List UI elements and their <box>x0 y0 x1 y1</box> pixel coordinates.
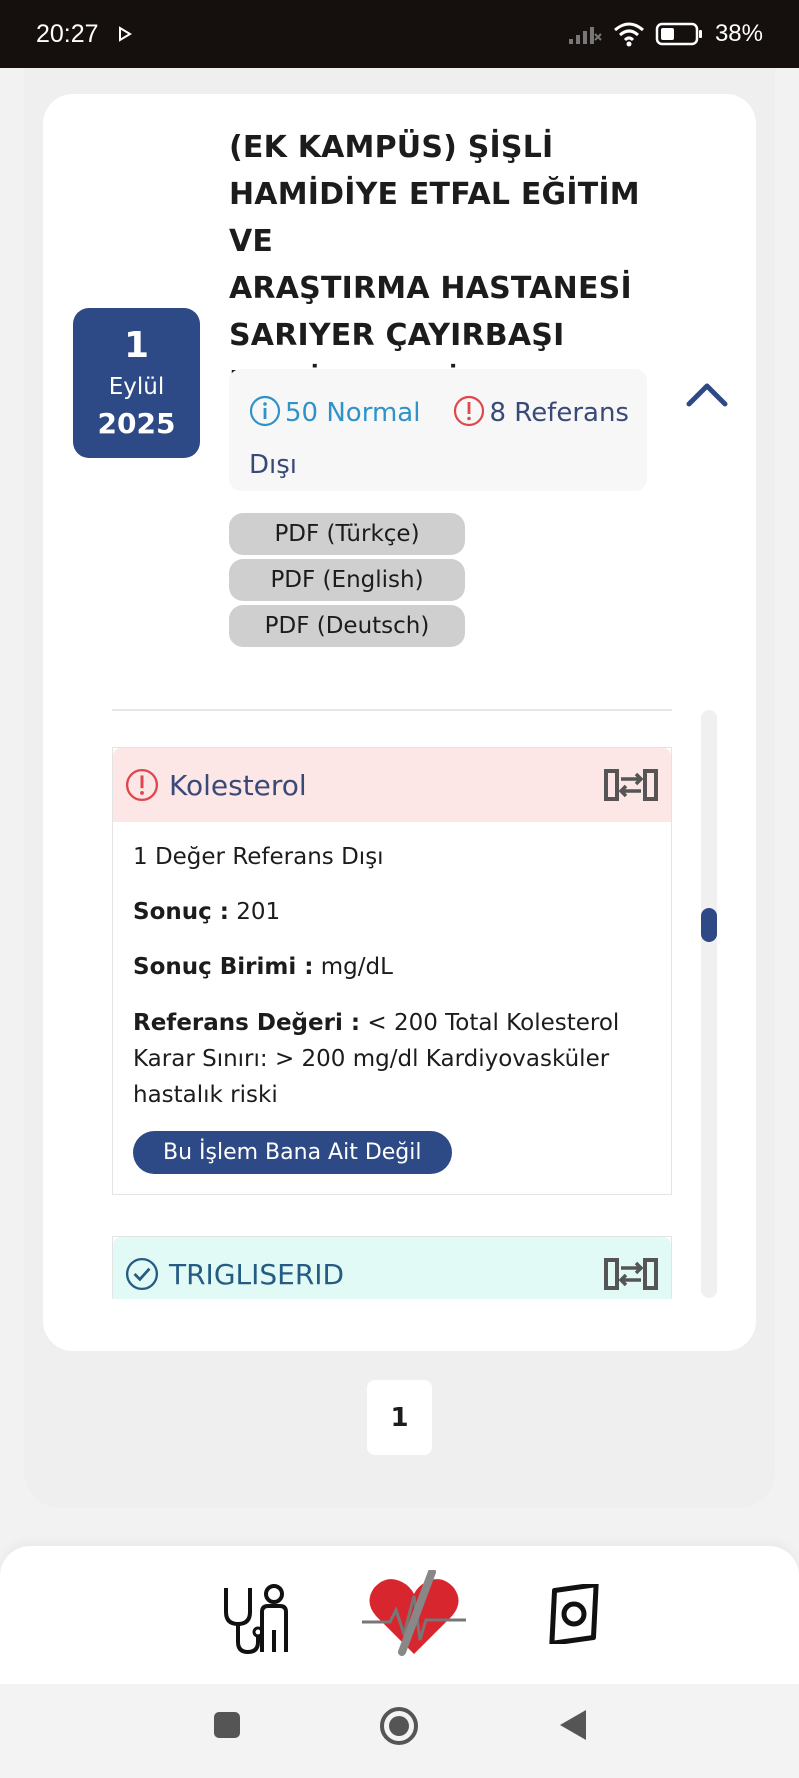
result-summary <box>229 369 647 491</box>
hospital-name-line: ARAŞTIRMA HASTANESİ <box>229 271 632 306</box>
signal-icon <box>567 22 603 46</box>
pdf-turkish-button[interactable]: PDF (Türkçe) <box>229 513 465 555</box>
result-details <box>113 822 671 1194</box>
normal-count-label: 50 Normal <box>285 398 421 428</box>
result-item-trigliserid <box>112 1236 672 1299</box>
date-month: Eylül <box>108 374 165 400</box>
system-navigation <box>0 1684 799 1778</box>
hospital-name <box>229 124 659 406</box>
result-header[interactable] <box>113 1237 671 1299</box>
not-mine-button[interactable]: Bu İşlem Bana Ait Değil <box>133 1131 452 1174</box>
result-item-kolesterol <box>112 747 672 1195</box>
alert-icon <box>453 395 485 427</box>
doctor-patient-icon[interactable] <box>218 1582 292 1656</box>
page-button-1[interactable]: 1 <box>367 1380 432 1455</box>
compare-icon[interactable] <box>603 1254 659 1294</box>
status-bar <box>0 0 799 68</box>
result-unit: mg/dL <box>320 954 393 980</box>
hospital-name-line: (EK KAMPÜS) ŞİŞLİ <box>229 130 554 165</box>
result-reference-row <box>133 1005 651 1113</box>
heart-pulse-icon[interactable] <box>362 1570 466 1660</box>
status-time: 20:27 <box>36 19 99 48</box>
result-value-label: Sonuç : <box>133 899 229 925</box>
camera-lens-icon[interactable] <box>544 1584 604 1644</box>
info-icon <box>249 395 281 427</box>
hospital-name-line: SARIYER ÇAYIRBAŞI <box>229 318 565 353</box>
result-name: TRIGLISERID <box>169 1257 345 1291</box>
result-reference: < 200 Total Kolesterol Karar Sınırı: > 200 mg/dl Kardiyovasküler hastalık riski <box>133 1010 620 1108</box>
result-summary-text: 1 Değer Referans Dışı <box>133 844 384 870</box>
collapse-chevron-button[interactable] <box>683 374 731 414</box>
pdf-german-button[interactable]: PDF (Deutsch) <box>229 605 465 647</box>
alert-icon <box>125 768 159 802</box>
chevron-up-icon <box>685 380 729 408</box>
result-header[interactable] <box>113 748 671 822</box>
bottom-navigation <box>0 1546 799 1684</box>
results-scrollbar[interactable] <box>701 710 717 1298</box>
battery-icon <box>655 21 705 47</box>
wifi-icon <box>613 21 645 47</box>
compare-icon[interactable] <box>603 765 659 805</box>
result-unit-label: Sonuç Birimi : <box>133 954 314 980</box>
result-unit-row <box>133 950 651 984</box>
result-value: 201 <box>236 899 281 925</box>
date-year: 2025 <box>97 407 176 440</box>
home-icon[interactable] <box>379 1706 419 1746</box>
date-badge <box>73 308 200 458</box>
battery-percentage: 38% <box>714 20 763 47</box>
result-reference-label: Referans Değeri : <box>133 1010 361 1036</box>
results-list <box>112 709 672 1299</box>
pdf-english-button[interactable]: PDF (English) <box>229 559 465 601</box>
hospital-name-line: HAMİDİYE ETFAL EĞİTİM VE <box>229 177 640 259</box>
back-icon[interactable] <box>558 1708 588 1742</box>
result-value-row <box>133 895 651 929</box>
normal-count <box>249 398 429 428</box>
result-name: Kolesterol <box>169 768 307 802</box>
visit-card <box>43 94 756 1351</box>
out-of-range-label: 8 Referans Dışı <box>249 398 629 480</box>
play-icon <box>117 26 133 42</box>
results-scrollbar-thumb[interactable] <box>701 908 717 942</box>
date-day: 1 <box>123 325 150 366</box>
check-circle-icon <box>125 1257 159 1291</box>
divider <box>112 709 672 711</box>
recent-apps-icon[interactable] <box>212 1710 242 1740</box>
